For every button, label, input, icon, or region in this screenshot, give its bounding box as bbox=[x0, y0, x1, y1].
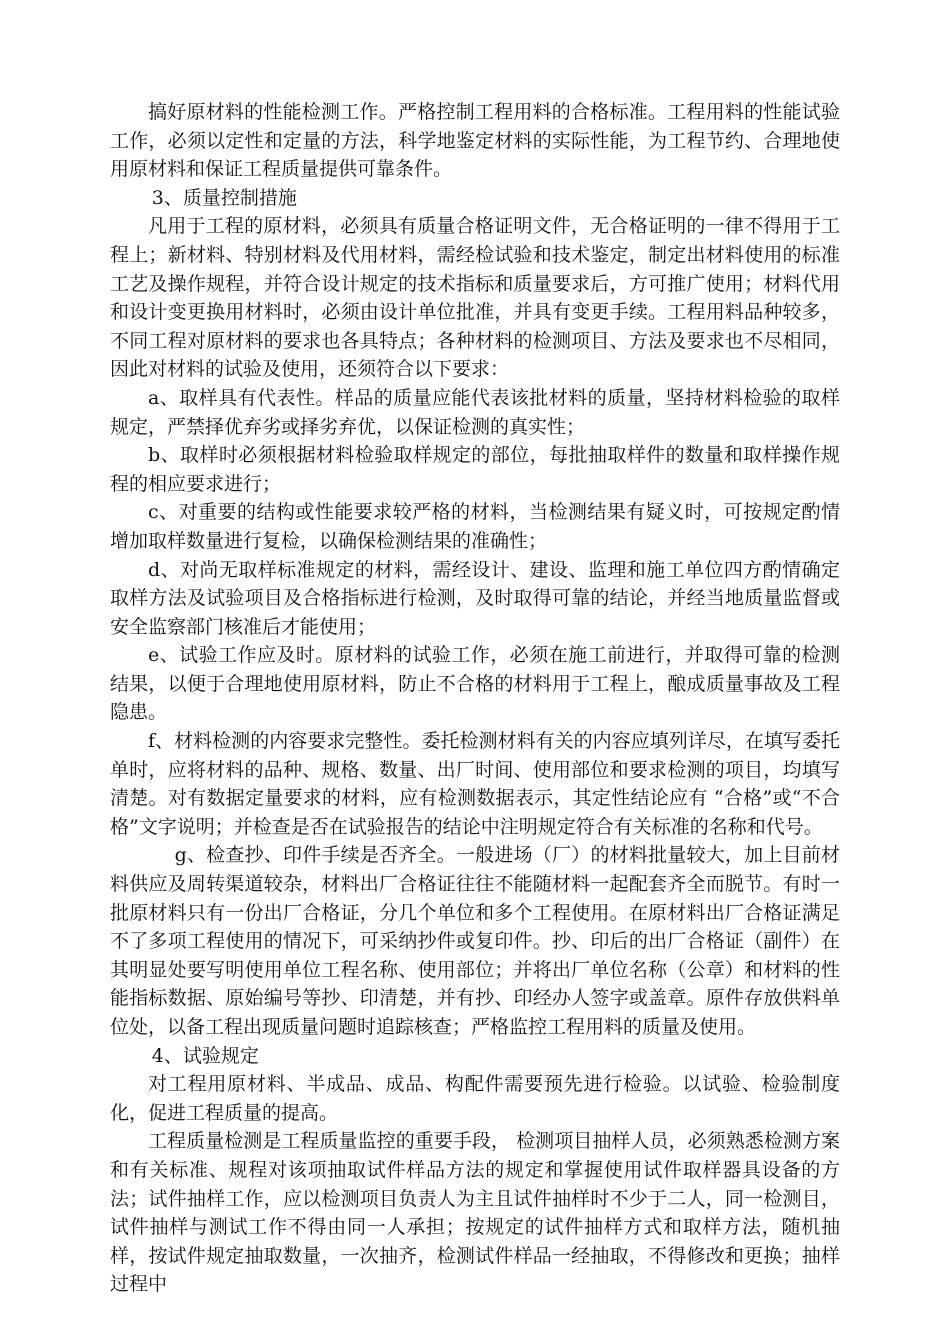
list-item-b: b、取样时必须根据材料检验取样规定的部位，每批抽取样件的数量和取样操作规程的相应要求进行； bbox=[110, 444, 840, 495]
paragraph-sampling: 工程质量检测是工程质量监控的重要手段， 检测项目抽样人员，必须熟悉检测方案和有关标准、规程对该项抽取试件样品方法的规定和掌握使用试件取样器具设备的方法；试件抽样工作，应以检测项目负责人为主且试件抽样时不少于二人，同一检测目，试件抽样与测试工作不得由同一人承担；按规定的试件抽样方式和取样方法，随机抽样，按试件规定抽取数量，一次抽齐，检测试件样品一经抽取，不得修改和更换；抽样过程中 bbox=[110, 1130, 840, 1296]
list-item-f: f、材料检测的内容要求完整性。委托检测材料有关的内容应填列详尽，在填写委托单时，应将材料的品种、规格、数量、出厂时间、使用部位和要求检测的项目，均填写清楚。对有数据定量要求的材料，应有检测数据表示，其定性结论应有 “合格”或“不合格”文字说明；并检查是否在试验报告的结论中注明规定符合有关标准的名称和代号。 bbox=[110, 730, 840, 838]
paragraph-test-rules: 对工程用原材料、半成品、成品、构配件需要预先进行检验。以试验、检验制度化，促进工程质量的提高。 bbox=[110, 1073, 840, 1124]
list-item-a: a、取样具有代表性。样品的质量应能代表该批材料的质量，坚持材料检验的取样规定，严禁择优弃劣或择劣弃优，以保证检测的真实性； bbox=[110, 386, 840, 438]
list-item-g: g、检查抄、印件手续是否齐全。一般进场（厂）的材料批量较大，加上目前材料供应及周转渠道较杂，材料出厂合格证往往不能随材料一起配套齐全而脱节。有时一批原材料只有一份出厂合格证，分几个单位和多个工程使用。在原材料出厂合格证满足不了多项工程使用的情况下，可采纳抄件或复印件。抄、印后的出厂合格证（副件）在其明显处要写明使用单位工程名称、使用部位；并将出厂单位名称（公章）和材料的性能指标数据、原始编号等抄、印清楚，并有抄、印经办人签字或盖章。原件存放供料单位处，以备工程出现质量问题时追踪核查；严格监控工程用料的质量及使用。 bbox=[110, 844, 840, 1038]
paragraph-quality-control: 凡用于工程的原材料，必须具有质量合格证明文件，无合格证明的一律不得用于工程上；新材料、特别材料及代用材料，需经检试验和技术鉴定，制定出材料使用的标准工艺及操作规程，并符合设计规定的技术指标和质量要求后，方可推广使用；材料代用和设计变更换用材料时，必须由设计单位批准，并具有变更手续。工程用料品种较多，不同工程对原材料的要求也各具特点；各种材料的检测项目、方法及要求也不尽相同，因此对材料的试验及使用，还须符合以下要求： bbox=[110, 215, 840, 381]
paragraph-material-testing-intro: 搞好原材料的性能检测工作。严格控制工程用料的合格标准。工程用料的性能试验工作，必须以定性和定量的方法，科学地鉴定材料的实际性能，为工程节约、合理地使用原材料和保证工程质量提供可靠条件。 bbox=[110, 101, 840, 181]
section-heading-quality-control: 3、质量控制措施 bbox=[151, 186, 297, 209]
list-item-d: d、对尚无取样标准规定的材料，需经设计、建设、监理和施工单位四方酌情确定取样方法及试验项目及合格指标进行检测，及时取得可靠的结论，并经当地质量监督或安全监察部门核准后才能使用； bbox=[110, 558, 840, 638]
list-item-e: e、试验工作应及时。原材料的试验工作，必须在施工前进行，并取得可靠的检测结果，以便于合理地使用原材料，防止不合格的材料用于工程上，酿成质量事故及工程隐患。 bbox=[110, 644, 840, 724]
list-item-c: c、对重要的结构或性能要求较严格的材料，当检测结果有疑义时，可按规定酌情增加取样数量进行复检，以确保检测结果的准确性； bbox=[110, 501, 840, 552]
document-body bbox=[110, 98, 840, 1299]
section-heading-test-rules: 4、试验规定 bbox=[151, 1044, 259, 1067]
